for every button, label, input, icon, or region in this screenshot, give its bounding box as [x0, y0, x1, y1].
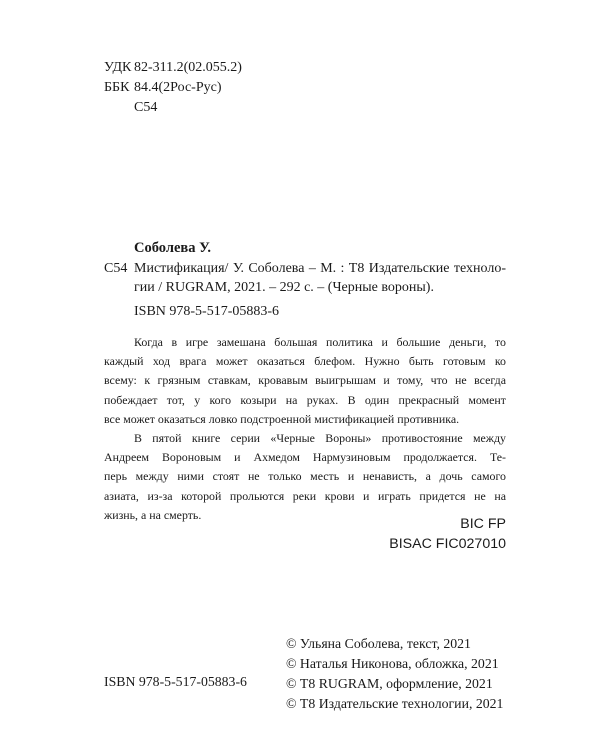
udk-label: УДК — [104, 60, 132, 75]
copyright-line: © Т8 Издательские технологии, 2021 — [286, 696, 504, 711]
annotation-line: каждый ход врага может оказаться блефом. Нужно быть готовым ко — [104, 354, 506, 369]
annotation — [104, 333, 506, 525]
bib-line-2: гии / RUGRAM, 2021. – 292 с. – (Черные вороны). — [134, 280, 434, 295]
bib-code: С54 — [104, 261, 128, 276]
udk-value: 82-311.2(02.055.2) — [134, 60, 242, 75]
isbn-top: ISBN 978-5-517-05883-6 — [134, 304, 280, 319]
author-name: Соболева У. — [134, 240, 212, 256]
annotation-line: перь между ними стоят не только месть и ненависть, а дочь самого — [104, 469, 506, 484]
bbk-value: 84.4(2Рос-Рус) — [134, 80, 222, 95]
annotation-line: азиата, из-за которой прольются реки крови и играть придется не на — [104, 488, 506, 503]
annotation-line: все может оказаться ловко подстроенной мистификацией противника. — [104, 411, 460, 426]
copyright-block — [286, 634, 503, 714]
isbn-bottom: ISBN 978-5-517-05883-6 — [104, 674, 247, 689]
annotation-line: Когда в игре замешана большая политика и большие деньги, то — [134, 335, 506, 349]
copyright-line: © Т8 RUGRAM, оформление, 2021 — [286, 676, 493, 691]
copyright-line: © Ульяна Соболева, текст, 2021 — [286, 636, 471, 651]
bbk-label: ББК — [104, 80, 130, 95]
bic-code: BIC FP — [460, 516, 506, 532]
bib-line-1: Мистификация/ У. Соболева – М. : Т8 Издательские техноло- — [134, 261, 506, 276]
author-code: С54 — [134, 100, 158, 115]
copyright-line: © Наталья Никонова, обложка, 2021 — [286, 656, 499, 671]
bibliographic-description — [134, 259, 506, 297]
annotation-paragraph-2 — [104, 429, 506, 525]
annotation-line: Андреем Вороновым и Ахмедом Нармузиновым продолжается. Те- — [104, 450, 506, 465]
annotation-paragraph-1 — [104, 333, 506, 429]
annotation-line: В пятой книге серии «Черные Вороны» противостояние между — [134, 431, 506, 446]
annotation-line: побеждает тот, у кого козыри на руках. В один прекрасный момент — [104, 392, 506, 407]
bisac-code: BISAC FIC027010 — [389, 536, 506, 552]
annotation-line: всему: к грязным ставкам, кровавым выигрышам и тому, что не всегда — [104, 373, 506, 388]
annotation-line: жизнь, а на смерть. — [104, 507, 202, 522]
